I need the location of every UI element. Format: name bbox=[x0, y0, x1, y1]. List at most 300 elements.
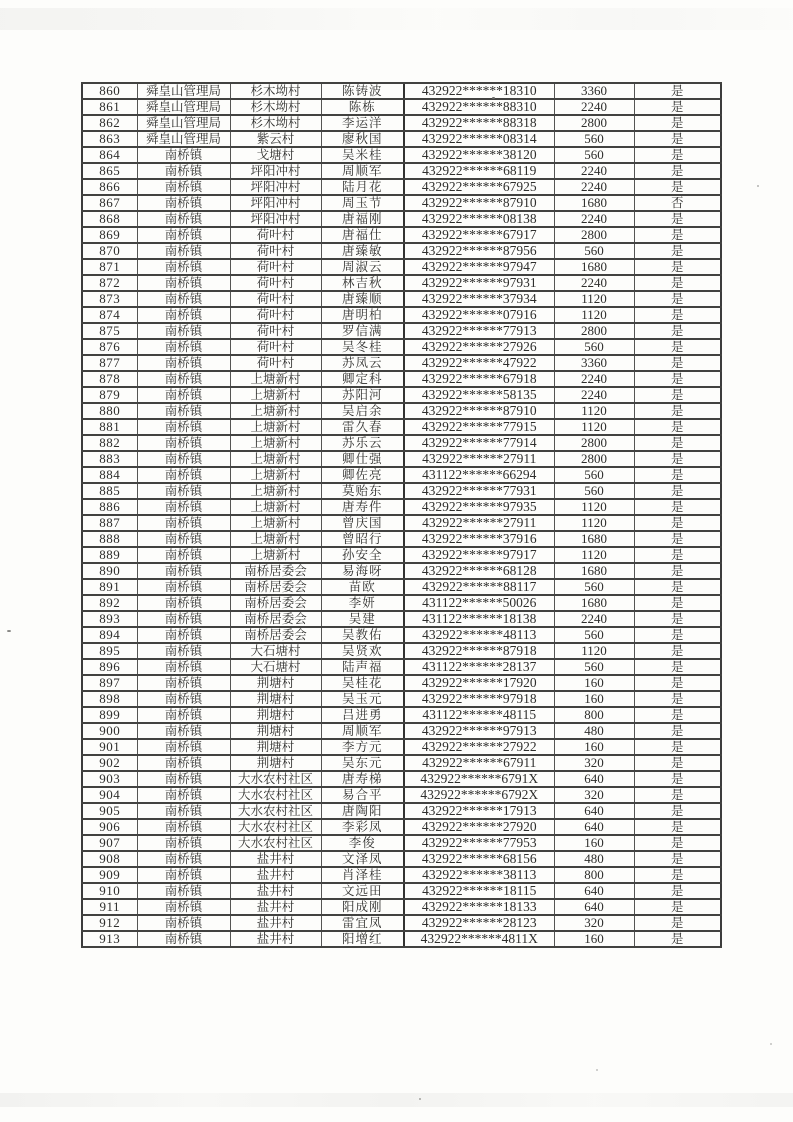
cell-seq-number: 882 bbox=[82, 435, 137, 451]
cell-id-number: 431122******28137 bbox=[404, 659, 554, 675]
cell-id-number: 432922******68128 bbox=[404, 563, 554, 579]
cell-village: 上塘新村 bbox=[230, 483, 321, 499]
table-row bbox=[82, 467, 721, 483]
table-row bbox=[82, 179, 721, 195]
table-row bbox=[82, 867, 721, 883]
cell-id-number: 432922******88310 bbox=[404, 99, 554, 115]
cell-seq-number: 876 bbox=[82, 339, 137, 355]
cell-person-name: 唐寿件 bbox=[321, 499, 404, 515]
cell-amount: 160 bbox=[554, 931, 634, 947]
cell-person-name: 唐臻敏 bbox=[321, 243, 404, 259]
cell-amount: 640 bbox=[554, 819, 634, 835]
cell-amount: 1680 bbox=[554, 195, 634, 211]
cell-township: 南桥镇 bbox=[137, 419, 230, 435]
cell-village: 大石塘村 bbox=[230, 643, 321, 659]
cell-township: 南桥镇 bbox=[137, 643, 230, 659]
cell-person-name: 文远田 bbox=[321, 883, 404, 899]
cell-township: 南桥镇 bbox=[137, 867, 230, 883]
table-row bbox=[82, 579, 721, 595]
table-row bbox=[82, 435, 721, 451]
cell-township: 南桥镇 bbox=[137, 387, 230, 403]
cell-seq-number: 892 bbox=[82, 595, 137, 611]
cell-person-name: 孙安全 bbox=[321, 547, 404, 563]
cell-township: 南桥镇 bbox=[137, 835, 230, 851]
cell-village: 上塘新村 bbox=[230, 531, 321, 547]
cell-confirmed-flag: 是 bbox=[634, 883, 721, 899]
cell-amount: 2240 bbox=[554, 275, 634, 291]
table-row bbox=[82, 835, 721, 851]
cell-id-number: 432922******27911 bbox=[404, 515, 554, 531]
cell-seq-number: 870 bbox=[82, 243, 137, 259]
table-row bbox=[82, 291, 721, 307]
cell-township: 南桥镇 bbox=[137, 803, 230, 819]
cell-village: 上塘新村 bbox=[230, 419, 321, 435]
cell-seq-number: 890 bbox=[82, 563, 137, 579]
cell-seq-number: 893 bbox=[82, 611, 137, 627]
table-row bbox=[82, 147, 721, 163]
cell-seq-number: 864 bbox=[82, 147, 137, 163]
cell-township: 南桥镇 bbox=[137, 739, 230, 755]
cell-township: 南桥镇 bbox=[137, 771, 230, 787]
cell-township: 南桥镇 bbox=[137, 323, 230, 339]
cell-person-name: 吴玉元 bbox=[321, 691, 404, 707]
cell-township: 南桥镇 bbox=[137, 595, 230, 611]
cell-amount: 560 bbox=[554, 243, 634, 259]
cell-township: 南桥镇 bbox=[137, 339, 230, 355]
table-row bbox=[82, 595, 721, 611]
cell-person-name: 苏乐云 bbox=[321, 435, 404, 451]
cell-confirmed-flag: 是 bbox=[634, 403, 721, 419]
table-row bbox=[82, 515, 721, 531]
cell-person-name: 吴教佑 bbox=[321, 627, 404, 643]
cell-village: 南桥居委会 bbox=[230, 579, 321, 595]
cell-seq-number: 860 bbox=[82, 83, 137, 99]
cell-village: 戈塘村 bbox=[230, 147, 321, 163]
cell-id-number: 431122******48115 bbox=[404, 707, 554, 723]
cell-township: 南桥镇 bbox=[137, 659, 230, 675]
cell-confirmed-flag: 是 bbox=[634, 707, 721, 723]
cell-amount: 1120 bbox=[554, 403, 634, 419]
cell-amount: 800 bbox=[554, 867, 634, 883]
cell-confirmed-flag: 是 bbox=[634, 867, 721, 883]
cell-confirmed-flag: 是 bbox=[634, 275, 721, 291]
cell-confirmed-flag: 是 bbox=[634, 115, 721, 131]
cell-amount: 640 bbox=[554, 883, 634, 899]
cell-amount: 2240 bbox=[554, 179, 634, 195]
cell-amount: 1120 bbox=[554, 307, 634, 323]
cell-seq-number: 909 bbox=[82, 867, 137, 883]
table-row bbox=[82, 355, 721, 371]
cell-id-number: 432922******37916 bbox=[404, 531, 554, 547]
cell-person-name: 易合平 bbox=[321, 787, 404, 803]
cell-person-name: 唐寿梯 bbox=[321, 771, 404, 787]
cell-township: 南桥镇 bbox=[137, 451, 230, 467]
scan-noise-speck bbox=[596, 1069, 598, 1071]
cell-id-number: 432922******77953 bbox=[404, 835, 554, 851]
cell-confirmed-flag: 是 bbox=[634, 579, 721, 595]
cell-village: 杉木坳村 bbox=[230, 99, 321, 115]
cell-id-number: 432922******77914 bbox=[404, 435, 554, 451]
cell-seq-number: 886 bbox=[82, 499, 137, 515]
table-row bbox=[82, 307, 721, 323]
cell-township: 南桥镇 bbox=[137, 819, 230, 835]
cell-township: 舜皇山管理局 bbox=[137, 83, 230, 99]
cell-person-name: 肖泽桂 bbox=[321, 867, 404, 883]
cell-id-number: 432922******67918 bbox=[404, 371, 554, 387]
cell-seq-number: 900 bbox=[82, 723, 137, 739]
cell-confirmed-flag: 否 bbox=[634, 195, 721, 211]
cell-village: 大石塘村 bbox=[230, 659, 321, 675]
scan-noise-speck bbox=[7, 630, 11, 632]
table-row bbox=[82, 723, 721, 739]
cell-amount: 160 bbox=[554, 691, 634, 707]
cell-person-name: 吴冬桂 bbox=[321, 339, 404, 355]
cell-confirmed-flag: 是 bbox=[634, 643, 721, 659]
cell-amount: 1680 bbox=[554, 259, 634, 275]
cell-seq-number: 866 bbox=[82, 179, 137, 195]
table-row bbox=[82, 707, 721, 723]
cell-confirmed-flag: 是 bbox=[634, 131, 721, 147]
cell-person-name: 罗信满 bbox=[321, 323, 404, 339]
cell-seq-number: 874 bbox=[82, 307, 137, 323]
cell-amount: 560 bbox=[554, 131, 634, 147]
cell-id-number: 432922******97913 bbox=[404, 723, 554, 739]
cell-village: 荷叶村 bbox=[230, 307, 321, 323]
cell-township: 南桥镇 bbox=[137, 723, 230, 739]
cell-seq-number: 875 bbox=[82, 323, 137, 339]
cell-id-number: 432922******77913 bbox=[404, 323, 554, 339]
scan-noise-speck bbox=[419, 1098, 421, 1100]
cell-amount: 1120 bbox=[554, 643, 634, 659]
cell-seq-number: 880 bbox=[82, 403, 137, 419]
cell-seq-number: 883 bbox=[82, 451, 137, 467]
cell-seq-number: 861 bbox=[82, 99, 137, 115]
cell-township: 南桥镇 bbox=[137, 931, 230, 947]
cell-village: 上塘新村 bbox=[230, 515, 321, 531]
cell-amount: 2800 bbox=[554, 435, 634, 451]
cell-confirmed-flag: 是 bbox=[634, 419, 721, 435]
cell-person-name: 卿仕强 bbox=[321, 451, 404, 467]
cell-township: 南桥镇 bbox=[137, 467, 230, 483]
cell-amount: 480 bbox=[554, 723, 634, 739]
cell-id-number: 432922******27911 bbox=[404, 451, 554, 467]
cell-township: 南桥镇 bbox=[137, 707, 230, 723]
cell-seq-number: 906 bbox=[82, 819, 137, 835]
cell-confirmed-flag: 是 bbox=[634, 563, 721, 579]
cell-seq-number: 895 bbox=[82, 643, 137, 659]
cell-id-number: 432922******18310 bbox=[404, 83, 554, 99]
table-row bbox=[82, 211, 721, 227]
cell-township: 南桥镇 bbox=[137, 627, 230, 643]
cell-township: 南桥镇 bbox=[137, 435, 230, 451]
cell-id-number: 432922******18133 bbox=[404, 899, 554, 915]
cell-township: 南桥镇 bbox=[137, 355, 230, 371]
cell-township: 舜皇山管理局 bbox=[137, 115, 230, 131]
cell-seq-number: 879 bbox=[82, 387, 137, 403]
table-row bbox=[82, 851, 721, 867]
cell-village: 坪阳冲村 bbox=[230, 179, 321, 195]
table-row bbox=[82, 883, 721, 899]
cell-id-number: 432922******47922 bbox=[404, 355, 554, 371]
scan-noise-speck bbox=[770, 1043, 772, 1045]
cell-person-name: 苏凤云 bbox=[321, 355, 404, 371]
cell-seq-number: 911 bbox=[82, 899, 137, 915]
cell-amount: 800 bbox=[554, 707, 634, 723]
cell-township: 南桥镇 bbox=[137, 899, 230, 915]
cell-person-name: 周玉节 bbox=[321, 195, 404, 211]
table-row bbox=[82, 339, 721, 355]
cell-amount: 640 bbox=[554, 771, 634, 787]
cell-village: 上塘新村 bbox=[230, 371, 321, 387]
cell-seq-number: 905 bbox=[82, 803, 137, 819]
beneficiary-table bbox=[81, 82, 722, 948]
cell-amount: 160 bbox=[554, 739, 634, 755]
cell-seq-number: 908 bbox=[82, 851, 137, 867]
cell-id-number: 432922******97935 bbox=[404, 499, 554, 515]
cell-village: 上塘新村 bbox=[230, 451, 321, 467]
cell-township: 南桥镇 bbox=[137, 483, 230, 499]
cell-person-name: 阳增红 bbox=[321, 931, 404, 947]
cell-seq-number: 867 bbox=[82, 195, 137, 211]
table-row bbox=[82, 451, 721, 467]
cell-township: 南桥镇 bbox=[137, 531, 230, 547]
cell-amount: 2800 bbox=[554, 451, 634, 467]
table-row bbox=[82, 131, 721, 147]
cell-person-name: 李方元 bbox=[321, 739, 404, 755]
cell-confirmed-flag: 是 bbox=[634, 771, 721, 787]
cell-id-number: 432922******68156 bbox=[404, 851, 554, 867]
table-row bbox=[82, 163, 721, 179]
cell-id-number: 432922******67925 bbox=[404, 179, 554, 195]
table-row bbox=[82, 419, 721, 435]
cell-person-name: 曾昭行 bbox=[321, 531, 404, 547]
cell-person-name: 吕进勇 bbox=[321, 707, 404, 723]
table-row bbox=[82, 691, 721, 707]
cell-township: 南桥镇 bbox=[137, 499, 230, 515]
cell-person-name: 莫贻东 bbox=[321, 483, 404, 499]
cell-person-name: 吴米桂 bbox=[321, 147, 404, 163]
cell-village: 盐井村 bbox=[230, 867, 321, 883]
cell-person-name: 李运洋 bbox=[321, 115, 404, 131]
cell-confirmed-flag: 是 bbox=[634, 291, 721, 307]
table-row bbox=[82, 659, 721, 675]
cell-person-name: 阳成刚 bbox=[321, 899, 404, 915]
cell-township: 南桥镇 bbox=[137, 227, 230, 243]
cell-id-number: 432922******87918 bbox=[404, 643, 554, 659]
table-row bbox=[82, 195, 721, 211]
table-row bbox=[82, 483, 721, 499]
cell-person-name: 李俊 bbox=[321, 835, 404, 851]
cell-amount: 560 bbox=[554, 483, 634, 499]
cell-township: 南桥镇 bbox=[137, 579, 230, 595]
cell-id-number: 432922******87910 bbox=[404, 195, 554, 211]
table-row bbox=[82, 563, 721, 579]
cell-confirmed-flag: 是 bbox=[634, 387, 721, 403]
cell-amount: 480 bbox=[554, 851, 634, 867]
table-row bbox=[82, 99, 721, 115]
cell-amount: 160 bbox=[554, 675, 634, 691]
table-row bbox=[82, 227, 721, 243]
cell-township: 南桥镇 bbox=[137, 163, 230, 179]
cell-person-name: 苏阳河 bbox=[321, 387, 404, 403]
cell-seq-number: 913 bbox=[82, 931, 137, 947]
cell-village: 盐井村 bbox=[230, 851, 321, 867]
cell-id-number: 431122******50026 bbox=[404, 595, 554, 611]
cell-township: 舜皇山管理局 bbox=[137, 99, 230, 115]
cell-seq-number: 878 bbox=[82, 371, 137, 387]
cell-confirmed-flag: 是 bbox=[634, 99, 721, 115]
cell-confirmed-flag: 是 bbox=[634, 307, 721, 323]
cell-amount: 3360 bbox=[554, 355, 634, 371]
cell-village: 南桥居委会 bbox=[230, 595, 321, 611]
cell-amount: 2240 bbox=[554, 99, 634, 115]
cell-person-name: 文泽凤 bbox=[321, 851, 404, 867]
table-row bbox=[82, 787, 721, 803]
cell-amount: 320 bbox=[554, 915, 634, 931]
cell-confirmed-flag: 是 bbox=[634, 371, 721, 387]
cell-confirmed-flag: 是 bbox=[634, 659, 721, 675]
cell-confirmed-flag: 是 bbox=[634, 515, 721, 531]
cell-id-number: 432922******58135 bbox=[404, 387, 554, 403]
cell-seq-number: 902 bbox=[82, 755, 137, 771]
cell-id-number: 432922******97917 bbox=[404, 547, 554, 563]
cell-confirmed-flag: 是 bbox=[634, 259, 721, 275]
table-row bbox=[82, 83, 721, 99]
cell-village: 大水农村社区 bbox=[230, 771, 321, 787]
cell-amount: 560 bbox=[554, 467, 634, 483]
cell-township: 南桥镇 bbox=[137, 211, 230, 227]
cell-amount: 1680 bbox=[554, 531, 634, 547]
cell-township: 南桥镇 bbox=[137, 563, 230, 579]
cell-amount: 1120 bbox=[554, 419, 634, 435]
cell-seq-number: 887 bbox=[82, 515, 137, 531]
table-row bbox=[82, 819, 721, 835]
cell-village: 荷叶村 bbox=[230, 291, 321, 307]
cell-id-number: 432922******6792X bbox=[404, 787, 554, 803]
cell-township: 南桥镇 bbox=[137, 307, 230, 323]
cell-township: 舜皇山管理局 bbox=[137, 131, 230, 147]
cell-seq-number: 873 bbox=[82, 291, 137, 307]
cell-id-number: 432922******97931 bbox=[404, 275, 554, 291]
cell-amount: 3360 bbox=[554, 83, 634, 99]
cell-township: 南桥镇 bbox=[137, 915, 230, 931]
cell-id-number: 432922******18115 bbox=[404, 883, 554, 899]
cell-seq-number: 899 bbox=[82, 707, 137, 723]
cell-confirmed-flag: 是 bbox=[634, 483, 721, 499]
cell-seq-number: 896 bbox=[82, 659, 137, 675]
scan-noise-speck bbox=[757, 185, 759, 187]
cell-township: 南桥镇 bbox=[137, 259, 230, 275]
cell-id-number: 432922******77931 bbox=[404, 483, 554, 499]
cell-village: 荆塘村 bbox=[230, 675, 321, 691]
cell-seq-number: 868 bbox=[82, 211, 137, 227]
table-row bbox=[82, 931, 721, 947]
cell-amount: 2240 bbox=[554, 163, 634, 179]
table-row bbox=[82, 115, 721, 131]
cell-person-name: 陈铸波 bbox=[321, 83, 404, 99]
cell-confirmed-flag: 是 bbox=[634, 803, 721, 819]
cell-seq-number: 901 bbox=[82, 739, 137, 755]
cell-village: 坪阳冲村 bbox=[230, 211, 321, 227]
cell-id-number: 432922******4811X bbox=[404, 931, 554, 947]
table-row bbox=[82, 531, 721, 547]
cell-amount: 2240 bbox=[554, 371, 634, 387]
cell-seq-number: 903 bbox=[82, 771, 137, 787]
cell-confirmed-flag: 是 bbox=[634, 723, 721, 739]
cell-person-name: 陈栋 bbox=[321, 99, 404, 115]
cell-id-number: 432922******17920 bbox=[404, 675, 554, 691]
cell-id-number: 432922******97918 bbox=[404, 691, 554, 707]
cell-confirmed-flag: 是 bbox=[634, 163, 721, 179]
cell-confirmed-flag: 是 bbox=[634, 499, 721, 515]
cell-id-number: 432922******37934 bbox=[404, 291, 554, 307]
cell-id-number: 432922******27920 bbox=[404, 819, 554, 835]
cell-township: 南桥镇 bbox=[137, 691, 230, 707]
cell-amount: 1120 bbox=[554, 291, 634, 307]
cell-person-name: 廖秋国 bbox=[321, 131, 404, 147]
cell-confirmed-flag: 是 bbox=[634, 675, 721, 691]
table-row bbox=[82, 915, 721, 931]
table-row bbox=[82, 803, 721, 819]
cell-id-number: 432922******88318 bbox=[404, 115, 554, 131]
cell-amount: 2800 bbox=[554, 227, 634, 243]
cell-confirmed-flag: 是 bbox=[634, 467, 721, 483]
cell-amount: 560 bbox=[554, 627, 634, 643]
cell-person-name: 吴桂花 bbox=[321, 675, 404, 691]
cell-seq-number: 884 bbox=[82, 467, 137, 483]
cell-township: 南桥镇 bbox=[137, 787, 230, 803]
cell-amount: 2240 bbox=[554, 611, 634, 627]
cell-village: 坪阳冲村 bbox=[230, 195, 321, 211]
cell-id-number: 432922******38113 bbox=[404, 867, 554, 883]
cell-confirmed-flag: 是 bbox=[634, 915, 721, 931]
table-row bbox=[82, 243, 721, 259]
cell-person-name: 吴建 bbox=[321, 611, 404, 627]
cell-confirmed-flag: 是 bbox=[634, 547, 721, 563]
cell-person-name: 唐福仕 bbox=[321, 227, 404, 243]
cell-village: 荆塘村 bbox=[230, 755, 321, 771]
cell-id-number: 432922******48113 bbox=[404, 627, 554, 643]
cell-confirmed-flag: 是 bbox=[634, 323, 721, 339]
cell-confirmed-flag: 是 bbox=[634, 83, 721, 99]
cell-village: 荷叶村 bbox=[230, 275, 321, 291]
table-row bbox=[82, 627, 721, 643]
cell-seq-number: 885 bbox=[82, 483, 137, 499]
cell-village: 上塘新村 bbox=[230, 467, 321, 483]
cell-person-name: 吴东元 bbox=[321, 755, 404, 771]
cell-township: 南桥镇 bbox=[137, 611, 230, 627]
cell-confirmed-flag: 是 bbox=[634, 227, 721, 243]
cell-amount: 160 bbox=[554, 835, 634, 851]
cell-amount: 1120 bbox=[554, 547, 634, 563]
cell-village: 上塘新村 bbox=[230, 403, 321, 419]
cell-amount: 640 bbox=[554, 803, 634, 819]
cell-village: 上塘新村 bbox=[230, 435, 321, 451]
cell-township: 南桥镇 bbox=[137, 547, 230, 563]
cell-confirmed-flag: 是 bbox=[634, 627, 721, 643]
cell-village: 上塘新村 bbox=[230, 547, 321, 563]
cell-confirmed-flag: 是 bbox=[634, 243, 721, 259]
cell-amount: 2800 bbox=[554, 323, 634, 339]
cell-id-number: 432922******17913 bbox=[404, 803, 554, 819]
cell-seq-number: 904 bbox=[82, 787, 137, 803]
scan-artifact-top bbox=[0, 8, 793, 30]
cell-township: 南桥镇 bbox=[137, 291, 230, 307]
cell-seq-number: 865 bbox=[82, 163, 137, 179]
cell-person-name: 李妍 bbox=[321, 595, 404, 611]
cell-seq-number: 898 bbox=[82, 691, 137, 707]
cell-id-number: 432922******77915 bbox=[404, 419, 554, 435]
